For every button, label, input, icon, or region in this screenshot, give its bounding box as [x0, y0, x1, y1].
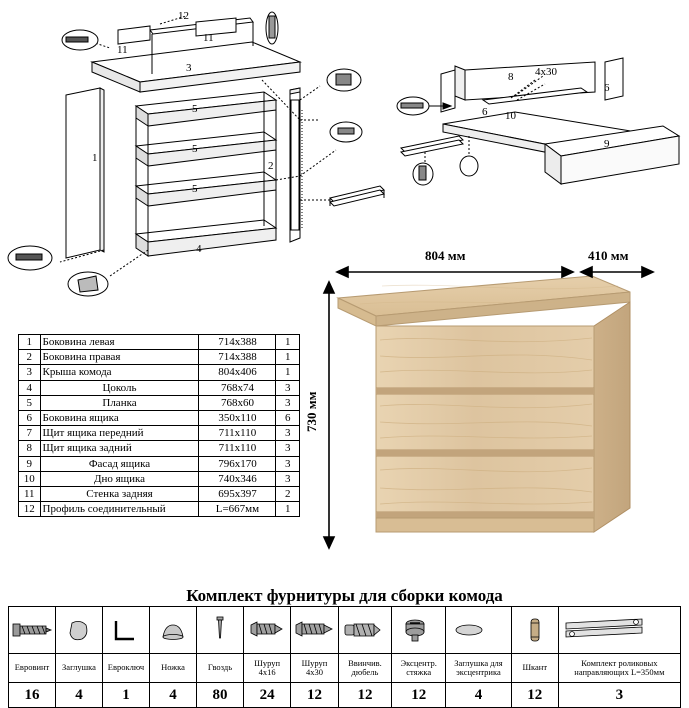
nail-icon	[197, 607, 244, 654]
kit-item-label: Евроключ	[103, 654, 150, 683]
kit-title: Комплект фурнитуры для сборки комода	[186, 586, 503, 605]
kit-item-label: Шуруп 4х16	[244, 654, 291, 683]
screw-in-dowel-icon	[338, 607, 392, 654]
part-size: 711х110	[199, 426, 276, 441]
kit-item-qty: 4	[150, 683, 197, 708]
callout-10: 10	[505, 110, 516, 122]
part-name: Боковина ящика	[40, 410, 199, 425]
part-name: Стенка задняя	[40, 486, 199, 501]
furniture-foot-icon	[150, 607, 197, 654]
kit-item-label: Комплект роликовых направляющих L=350мм	[558, 654, 680, 683]
part-number: 1	[19, 335, 41, 350]
part-number: 12	[19, 502, 41, 517]
part-qty: 1	[276, 365, 300, 380]
part-name: Боковина левая	[40, 335, 199, 350]
drawer-assembly-right-diagram	[395, 40, 689, 200]
part-qty: 6	[276, 410, 300, 425]
callout-6-left: 6	[482, 106, 488, 118]
part-size: 768х60	[199, 395, 276, 410]
callout-11-right: 11	[203, 32, 214, 44]
wooden-dowel-icon	[511, 607, 558, 654]
eurovint-screw-icon	[9, 607, 56, 654]
part-name: Щит ящика задний	[40, 441, 199, 456]
screw-4x30-icon	[291, 607, 338, 654]
part-number: 4	[19, 380, 41, 395]
part-name: Фасад ящика	[40, 456, 199, 471]
part-qty: 3	[276, 380, 300, 395]
table-row	[19, 486, 300, 501]
kit-item-qty: 12	[392, 683, 446, 708]
callout-1: 1	[92, 152, 98, 164]
kit-item-qty: 4	[446, 683, 512, 708]
part-name: Боковина правая	[40, 350, 199, 365]
part-qty: 1	[276, 350, 300, 365]
table-row	[19, 380, 300, 395]
kit-item-qty: 80	[197, 683, 244, 708]
part-number: 6	[19, 410, 41, 425]
part-number: 2	[19, 350, 41, 365]
part-name: Планка	[40, 395, 199, 410]
kit-item-qty: 3	[558, 683, 680, 708]
kit-item-label: Ножка	[150, 654, 197, 683]
callout-5-b: 5	[192, 143, 198, 155]
parts-table	[18, 334, 300, 517]
kit-icon-row	[9, 607, 681, 654]
callout-8: 8	[508, 71, 514, 83]
kit-item-label: Ввинчив. дюбель	[338, 654, 392, 683]
table-row	[19, 441, 300, 456]
width-dimension-label: 804 мм	[425, 248, 466, 263]
callout-11-left: 11	[117, 44, 128, 56]
part-size: 804х406	[199, 365, 276, 380]
cam-cover-cap-icon	[446, 607, 512, 654]
height-dimension-label: 730 мм	[304, 391, 319, 432]
kit-item-label: Гвоздь	[197, 654, 244, 683]
callout-4x30: 4x30	[535, 66, 557, 78]
table-row	[19, 335, 300, 350]
part-number: 9	[19, 456, 41, 471]
roller-slides-icon	[558, 607, 680, 654]
kit-item-label: Эксцентр. стяжка	[392, 654, 446, 683]
euro-key-icon	[103, 607, 150, 654]
part-name: Дно ящика	[40, 471, 199, 486]
part-qty: 1	[276, 335, 300, 350]
dimension-arrows	[315, 248, 675, 568]
table-row	[19, 426, 300, 441]
part-name: Щит ящика передний	[40, 426, 199, 441]
part-name: Цоколь	[40, 380, 199, 395]
screw-4x16-icon	[244, 607, 291, 654]
kit-item-qty: 16	[9, 683, 56, 708]
callout-12: 12	[178, 10, 189, 22]
cap-plug-icon	[56, 607, 103, 654]
part-number: 7	[19, 426, 41, 441]
part-size: 350х110	[199, 410, 276, 425]
part-qty: 1	[276, 502, 300, 517]
part-qty: 2	[276, 486, 300, 501]
part-size: 768х74	[199, 380, 276, 395]
part-number: 10	[19, 471, 41, 486]
part-size: 714х388	[199, 335, 276, 350]
callout-5-a: 5	[192, 103, 198, 115]
part-size: 695х397	[199, 486, 276, 501]
kit-item-qty: 12	[291, 683, 338, 708]
depth-dimension-label: 410 мм	[588, 248, 629, 263]
part-qty: 3	[276, 441, 300, 456]
kit-qty-row	[9, 683, 681, 708]
kit-item-qty: 1	[103, 683, 150, 708]
part-qty: 3	[276, 395, 300, 410]
callout-2: 2	[268, 160, 274, 172]
part-size: 711х110	[199, 441, 276, 456]
part-size: 740х346	[199, 471, 276, 486]
cam-lock-icon	[392, 607, 446, 654]
hardware-kit-table	[8, 606, 681, 708]
part-qty: 3	[276, 471, 300, 486]
table-row	[19, 410, 300, 425]
callout-3: 3	[186, 62, 192, 74]
table-row	[19, 456, 300, 471]
part-qty: 3	[276, 456, 300, 471]
kit-item-label: Шкант	[511, 654, 558, 683]
callout-9: 9	[604, 138, 610, 150]
part-qty: 3	[276, 426, 300, 441]
kit-item-label: Шуруп 4х30	[291, 654, 338, 683]
table-row	[19, 365, 300, 380]
kit-item-label: Заглушка для эксцентрика	[446, 654, 512, 683]
part-number: 3	[19, 365, 41, 380]
table-row	[19, 350, 300, 365]
part-number: 5	[19, 395, 41, 410]
table-row	[19, 502, 300, 517]
kit-item-label: Заглушка	[56, 654, 103, 683]
kit-item-qty: 12	[511, 683, 558, 708]
part-number: 11	[19, 486, 41, 501]
kit-item-qty: 24	[244, 683, 291, 708]
part-name: Профиль соединительный	[40, 502, 199, 517]
callout-4: 4	[196, 243, 202, 255]
kit-item-qty: 4	[56, 683, 103, 708]
kit-item-label: Евровинт	[9, 654, 56, 683]
kit-label-row	[9, 654, 681, 683]
part-size: L=667мм	[199, 502, 276, 517]
part-size: 714х388	[199, 350, 276, 365]
table-row	[19, 395, 300, 410]
part-size: 796х170	[199, 456, 276, 471]
callout-5-c: 5	[192, 183, 198, 195]
kit-item-qty: 12	[338, 683, 392, 708]
part-number: 8	[19, 441, 41, 456]
table-row	[19, 471, 300, 486]
part-name: Крыша комода	[40, 365, 199, 380]
callout-6-right: 6	[604, 82, 610, 94]
